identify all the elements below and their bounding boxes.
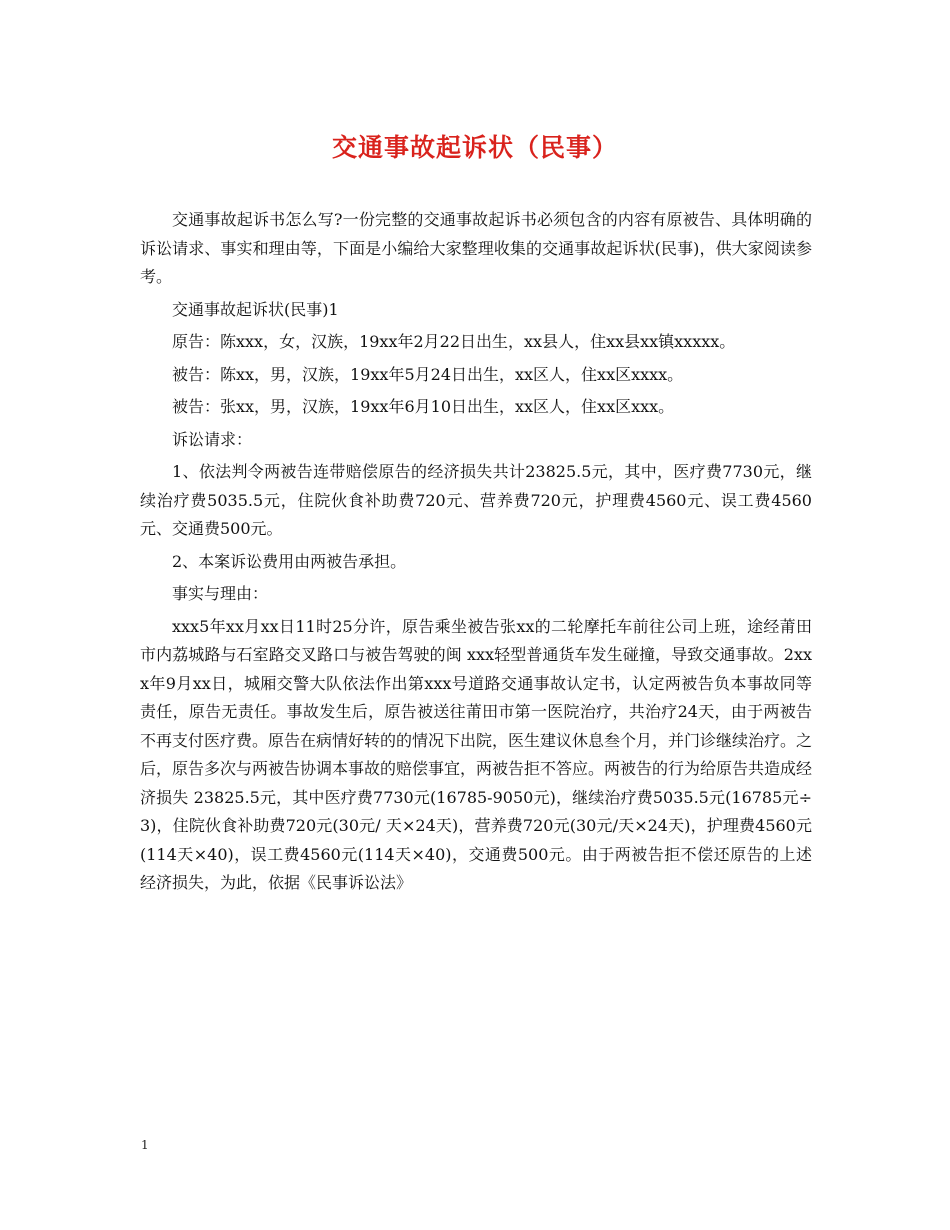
facts-heading: 事实与理由： xyxy=(172,584,269,603)
plaintiff-line: 原告：陈xxx，女，汉族，19xx年2月22日出生，xx县人，住xx县xx镇xxxxx。 xyxy=(172,332,736,351)
claim-item-2: 2、本案诉讼费用由两被告承担。 xyxy=(172,551,407,571)
facts-paragraph: xxx5年xx月xx日11时25分许，原告乘坐被告张xx的二轮摩托车前往公司上班，途经莆田市内荔城路与石室路交叉路口与被告驾驶的闽 xxx轻型普通货车发生碰撞，导致交通事故。2xxx年9月xx日，城厢交警大队依法作出第xxx号道路交通事故认定书，认定两被告负本事故同等责任，原告无责任。事故发生后，原告被送往莆田市第一医院治疗，共治疗24天，由于两被告不再支付医疗费。原告在病情好转的的情况下出院，医生建议休息叁个月，并门诊继续治疗。之后，原告多次与两被告协调本事故的赔偿事宜，两被告拒不答应。两被告的行为给原告共造成经济损失 23825.5元，其中医疗费7730元(16785-9050元)，继续治疗费5035.5元(16785元÷3)，住院伙食补助费720元(30元/ 天×24天)，营养费720元(30元/天×24天)，护理费4560元(114天×40)，误工费4560元(114天×40)，交通费500元。由于两被告拒不偿还原告的上述经济损失，为此，依据《民事诉讼法》 xyxy=(140,616,813,892)
claim-item-1: 1、依法判令两被告连带赔偿原告的经济损失共计23825.5元，其中，医疗费7730元，继续治疗费5035.5元，住院伙食补助费720元、营养费720元，护理费4560元、误工费4560元、交通费500元。 xyxy=(140,462,812,538)
claims-heading: 诉讼请求： xyxy=(172,429,253,449)
document-body xyxy=(140,206,812,902)
document-title: 交通事故起诉状（民事） xyxy=(331,133,618,162)
defendant-line-1: 被告：陈xx，男，汉族，19xx年5月24日出生，xx区人，住xx区xxxx。 xyxy=(172,364,684,384)
section-heading: 交通事故起诉状(民事)1 xyxy=(172,299,339,319)
intro-paragraph: 交通事故起诉书怎么写?一份完整的交通事故起诉书必须包含的内容有原被告、具体明确的诉讼请求、事实和理由等，下面是小编给大家整理收集的交通事故起诉状(民事)，供大家阅读参考。 xyxy=(140,210,812,286)
page-number: 1 xyxy=(141,1138,149,1152)
defendant-line-2: 被告：张xx，男，汉族，19xx年6月10日出生，xx区人，住xx区xxx。 xyxy=(172,397,675,416)
